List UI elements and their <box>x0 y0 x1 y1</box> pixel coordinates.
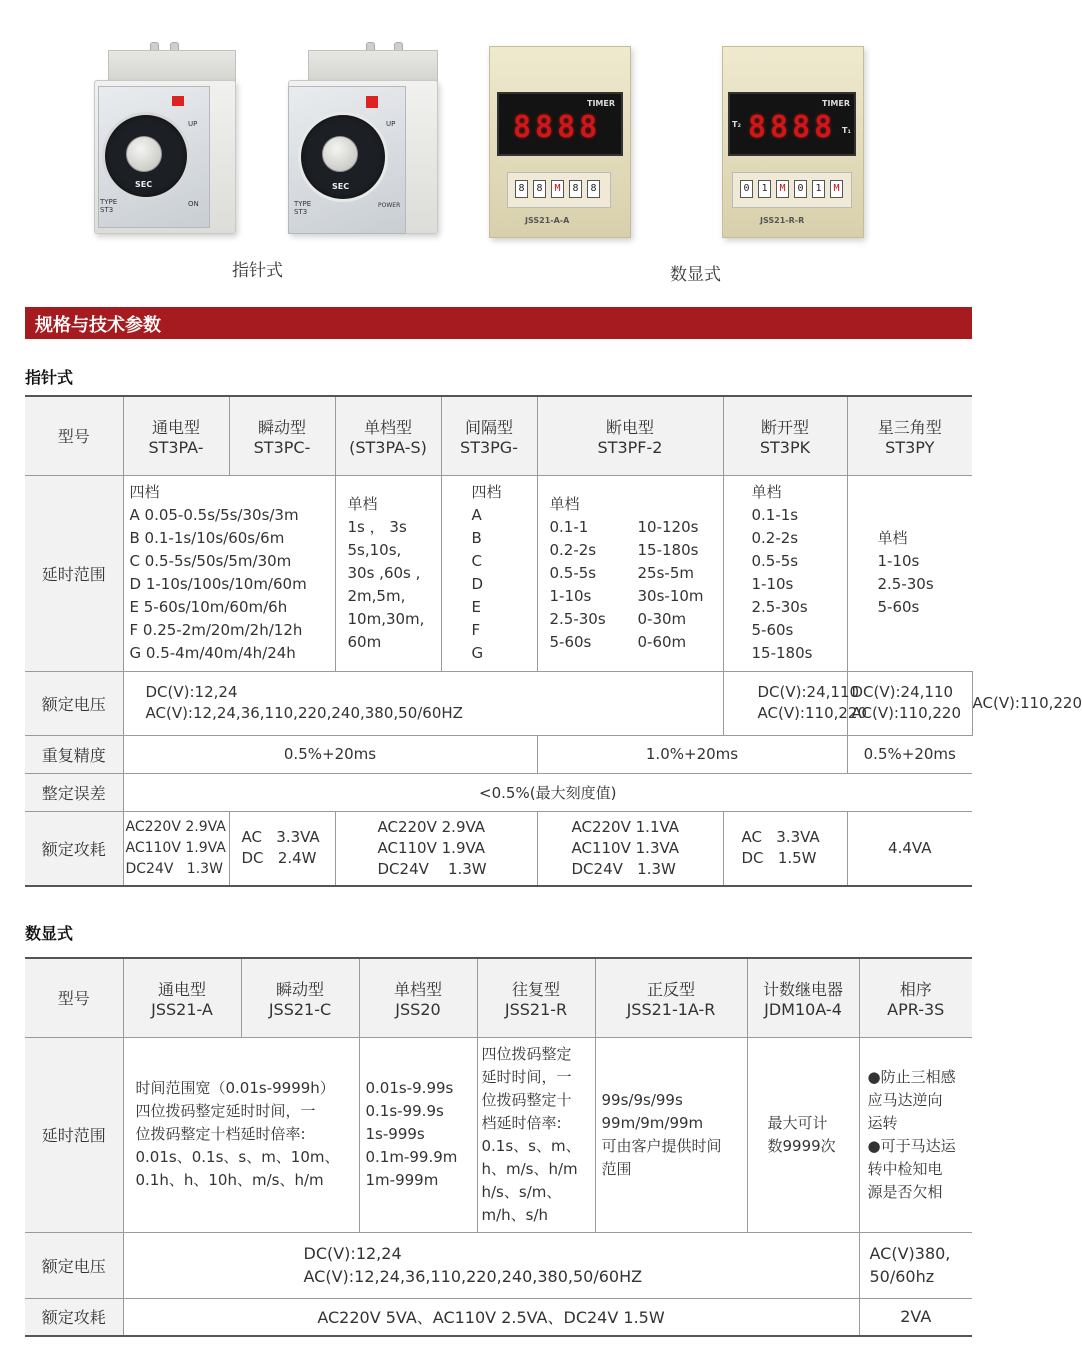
col-name: 往复型 <box>511 979 560 999</box>
cell-line: DC(V):12,24 <box>145 683 238 701</box>
table-row <box>25 1232 972 1298</box>
cell-line: 99s/9s/99s <box>601 1090 683 1109</box>
up-label: UP <box>386 120 396 128</box>
cell-line: 0.5-5s <box>751 552 799 570</box>
cell-line: 1-10s <box>877 552 920 570</box>
cell-line: AC 3.3VA <box>741 828 820 847</box>
dial-label: SEC <box>332 182 350 191</box>
dip-switch: 0 <box>794 180 807 198</box>
cell-line: 0-60m <box>637 632 687 651</box>
model-header-label: 型号 <box>25 396 123 475</box>
col-model: JSS21-A <box>151 999 213 1019</box>
cell-line: 1m-999m <box>365 1171 439 1189</box>
cell-line: DC(V):24,110 <box>851 683 954 701</box>
up-label: UP <box>188 120 198 128</box>
cell-line: 单档 <box>751 483 782 501</box>
cell-line: 25s-5m <box>637 563 694 582</box>
cell-line: AC(V):12,24,36,110,220,240,380,50/60HZ <box>145 704 463 722</box>
voltage-main <box>123 1232 859 1298</box>
cell-line: 0.2-2s <box>751 529 799 547</box>
power-py: 4.4VA <box>847 811 972 886</box>
voltage-pk <box>847 671 972 735</box>
cell-line: 单档 <box>877 529 908 547</box>
table-row <box>25 475 972 671</box>
cell-line: 2.5-30s <box>751 598 808 616</box>
cell-line: ●防止三相感 <box>867 1067 956 1086</box>
table-row: 额定电压 DC(V):12,24 AC(V):12,24,36,110,220,240,380,50/60HZ DC(V):24,110 AC(V):110,220 DC(V):24,110 AC(V):110,220 AC(V):110,220 <box>25 671 972 735</box>
cell-line: 0.1-1 <box>549 517 589 536</box>
cell-line: 位拨码整定十 <box>481 1090 572 1109</box>
cell-line: 0.01s-9.99s <box>365 1079 454 1097</box>
dip-switch: 1 <box>758 180 771 198</box>
col-name: 通电型 <box>151 417 200 437</box>
cell-line: A 0.05-0.5s/5s/30s/3m <box>129 506 299 524</box>
col-name: 通电型 <box>157 979 206 999</box>
cell-line: B 0.1-1s/10s/60s/6m <box>129 529 285 547</box>
cell-line: m/h、s/h <box>481 1205 549 1224</box>
cell-line: F <box>471 621 481 639</box>
power-pk <box>723 811 847 886</box>
dip-switch: M <box>551 180 564 198</box>
power-row-label: 额定攻耗 <box>25 1298 123 1336</box>
delay-row-label: 延时范围 <box>25 475 123 671</box>
cell-line: 源是否欠相 <box>867 1182 943 1201</box>
cell-line: 2m,5m, <box>347 586 406 605</box>
cell-line: F 0.25-2m/20m/2h/12h <box>129 621 303 639</box>
dial-knob <box>126 136 162 172</box>
cell-line: 四位拨码整定延时时间，一 <box>135 1102 316 1120</box>
col-name: 单档型 <box>363 417 412 437</box>
power-row-label: 额定攻耗 <box>25 811 123 886</box>
cell-line: 15-180s <box>637 540 699 559</box>
digital-relay-image-1 <box>485 42 635 238</box>
cell-line: C 0.5-5s/50s/5m/30m <box>129 552 292 570</box>
cell-line: AC220V 2.9VA <box>377 817 486 836</box>
voltage-row-label: 额定电压 <box>25 1232 123 1298</box>
digital-spec-table <box>25 957 972 1337</box>
cell-line: 0.2-2s <box>549 540 597 559</box>
table-row <box>25 735 972 773</box>
delay-row-label: 延时范围 <box>25 1037 123 1232</box>
cell-line: DC24V 1.3W <box>377 859 487 878</box>
cell-line: D <box>471 575 484 593</box>
cell-line: 最大可计 <box>767 1113 828 1132</box>
col-model: ST3PY <box>885 437 935 457</box>
col-name: 正反型 <box>646 979 695 999</box>
cell-line: 四档 <box>471 483 502 501</box>
col-model: JSS20 <box>395 999 441 1019</box>
voltage-apr <box>859 1232 972 1298</box>
table-row <box>25 1298 972 1336</box>
cell-line: 1-10s <box>549 586 592 605</box>
timer-label: TIMER <box>587 99 616 108</box>
cell-line: 0.1h、h、10h、m/s、h/m <box>135 1171 324 1189</box>
cell-line: DC(V):12,24 <box>303 1244 402 1263</box>
power-pf <box>537 811 723 886</box>
cell-line: 2.5-30s <box>549 609 606 628</box>
cell-line: 30s-10m <box>637 586 704 605</box>
col-name: 瞬动型 <box>257 417 306 437</box>
type-label: TYPE ST3 <box>100 198 118 214</box>
cell-line: C <box>471 552 482 570</box>
cell-line: 0.5-5s <box>549 563 597 582</box>
model-col-apr <box>859 958 972 1037</box>
cell-line: 时间范围宽（0.01s-9999h） <box>135 1079 335 1097</box>
model-col-pa <box>123 396 229 475</box>
col-name: 断开型 <box>760 417 809 437</box>
voltage-main <box>123 671 723 735</box>
digital-display: 8888 <box>513 110 602 145</box>
repeat-a: 0.5%+20ms <box>123 735 537 773</box>
cell-line: 数9999次 <box>767 1136 836 1155</box>
repeat-c: 0.5%+20ms <box>847 735 972 773</box>
cell-line: 5-60s <box>877 598 920 616</box>
model-col-py <box>847 396 972 475</box>
delay-apr <box>859 1037 972 1232</box>
col-model: APR-3S <box>887 999 945 1019</box>
col-name: 计数继电器 <box>762 979 843 999</box>
delay-ar <box>595 1037 747 1232</box>
dip-switch: 8 <box>587 180 600 198</box>
model-col-jdm <box>747 958 859 1037</box>
error-row-label: 整定误差 <box>25 773 123 811</box>
cell-line: E <box>471 598 481 616</box>
col-name: 间隔型 <box>464 417 513 437</box>
cell-line: AC 3.3VA <box>241 828 320 847</box>
cell-line: DC24V 1.3W <box>125 860 223 877</box>
cell-line: 单档 <box>549 494 580 513</box>
col-model: ST3PF-2 <box>597 437 663 457</box>
power-main: AC220V 5VA、AC110V 2.5VA、DC24V 1.5W <box>123 1298 859 1336</box>
cell-line: 可由客户提供时间 <box>601 1136 722 1155</box>
power-pa <box>123 811 229 886</box>
delay-r <box>477 1037 595 1232</box>
cell-line: 位拨码整定十档延时倍率: <box>135 1125 306 1143</box>
cell-line: AC(V)380, <box>869 1244 951 1263</box>
cell-line: G 0.5-4m/40m/4h/24h <box>129 644 296 662</box>
col-model: (ST3PA-S) <box>349 437 427 457</box>
col-name: 星三角型 <box>877 417 942 437</box>
cell-line: 档延时倍率: <box>481 1113 562 1132</box>
model-col-jss20 <box>359 958 477 1037</box>
cell-line: AC(V):110,220 <box>757 704 868 722</box>
repeat-b: 1.0%+20ms <box>537 735 847 773</box>
cell-line: 5-60s <box>751 621 794 639</box>
digital-relay-image-2 <box>718 42 868 238</box>
digital-display: 8888 <box>748 110 837 145</box>
cell-line: 15-180s <box>751 644 813 662</box>
col-name: 断电型 <box>605 417 654 437</box>
cell-line: h、m/s、h/m <box>481 1159 578 1178</box>
dip-switch: 8 <box>569 180 582 198</box>
model-label: JSS21-R-R <box>760 216 805 225</box>
col-model: JDM10A-4 <box>764 999 842 1019</box>
dial-knob <box>322 136 358 172</box>
cell-line: 运转 <box>867 1113 898 1132</box>
digital-section-title: 数显式 <box>25 924 74 943</box>
cell-line: 四档 <box>129 483 160 501</box>
digital-caption: 数显式 <box>670 265 721 285</box>
cell-line: 1s-999s <box>365 1125 425 1143</box>
cell-line: 应马达逆向 <box>867 1090 943 1109</box>
model-col-jss21r <box>477 958 595 1037</box>
cell-line: A <box>471 506 482 524</box>
model-col-jss21c <box>241 958 359 1037</box>
col-model: ST3PG- <box>460 437 518 457</box>
col-model: ST3PK <box>759 437 811 457</box>
cell-line: DC 1.5W <box>741 849 817 868</box>
power-label: POWER <box>378 202 401 209</box>
cell-line: DC(V):24,110 <box>757 683 860 701</box>
cell-line: 0.01s、0.1s、s、m、10m、 <box>135 1148 340 1166</box>
model-col-pg <box>441 396 537 475</box>
banner-title: 规格与技术参数 <box>35 315 161 336</box>
col-model: ST3PC- <box>253 437 311 457</box>
pointer-caption: 指针式 <box>232 261 283 281</box>
dip-switch: M <box>830 180 843 198</box>
model-label: JSS21-A-A <box>525 216 570 225</box>
table-row <box>25 396 972 475</box>
model-col-pf <box>537 396 723 475</box>
dip-switch: 0 <box>740 180 753 198</box>
cell-line: 四位拨码整定 <box>481 1044 572 1063</box>
model-col-pas <box>335 396 441 475</box>
type-label: TYPE ST3 <box>294 200 312 216</box>
pointer-section-title: 指针式 <box>25 368 74 387</box>
cell-line: 延时时间，一 <box>481 1067 572 1086</box>
cell-line: AC110V 1.9VA <box>125 839 226 856</box>
cell-line: 30s ,60s , <box>347 563 421 582</box>
model-header-label: 型号 <box>25 958 123 1037</box>
delay-a-c <box>123 1037 359 1232</box>
col-model: ST3PA- <box>148 437 204 457</box>
cell-line: 10-120s <box>637 517 699 536</box>
error-value: <0.5%(最大刻度值) <box>123 773 972 811</box>
cell-line: 99m/9m/99m <box>601 1113 704 1132</box>
dip-switch: 8 <box>515 180 528 198</box>
cell-line: G <box>471 644 484 662</box>
cell-line: 单档 <box>347 494 378 513</box>
delay-pas <box>335 475 441 671</box>
cell-line: D 1-10s/100s/10m/60m <box>129 575 307 593</box>
col-model: JSS21-R <box>504 999 568 1019</box>
table-row <box>25 1037 972 1232</box>
dip-switch: 1 <box>812 180 825 198</box>
col-name: 单档型 <box>393 979 442 999</box>
power-pas-pg <box>335 811 537 886</box>
power-apr: 2VA <box>859 1298 972 1336</box>
cell-line: 1s ， 3s <box>347 517 407 536</box>
delay-jdm <box>747 1037 859 1232</box>
cell-line: 0.1m-99.9m <box>365 1148 458 1166</box>
cell-line: 60m <box>347 632 382 651</box>
voltage-pf <box>723 671 868 735</box>
table-row <box>25 773 972 811</box>
delay-pk <box>723 475 847 671</box>
pointer-spec-table <box>25 395 1082 887</box>
table-row <box>25 958 972 1037</box>
section-banner <box>25 307 972 339</box>
cell-line: AC110V 1.9VA <box>377 838 486 857</box>
cell-line: 1-10s <box>751 575 794 593</box>
delay-pa-pc <box>123 475 335 671</box>
cell-line: AC(V):12,24,36,110,220,240,380,50/60HZ <box>303 1267 643 1286</box>
on-label: ON <box>188 200 199 208</box>
col-model: JSS21-C <box>268 999 332 1019</box>
power-pc <box>229 811 335 886</box>
cell-line: ●可于马达运 <box>867 1136 956 1155</box>
delay-jss20 <box>359 1037 477 1232</box>
cell-line: 0.1s、s、m、 <box>481 1136 581 1155</box>
cell-line: 50/60hz <box>869 1267 935 1286</box>
cell-line: 5-60s <box>549 632 592 651</box>
model-col-pc <box>229 396 335 475</box>
cell-line: AC110V 1.3VA <box>571 838 680 857</box>
red-sticker-icon <box>366 96 378 108</box>
cell-line: 0-30m <box>637 609 687 628</box>
cell-line: 转中检知电 <box>867 1159 943 1178</box>
cell-line: AC(V):110,220 <box>851 704 962 722</box>
cell-line: DC24V 1.3W <box>571 859 676 878</box>
delay-pf <box>537 475 723 671</box>
pointer-relay-image-1 <box>88 40 248 240</box>
cell-line: h/s、s/m、 <box>481 1182 562 1201</box>
delay-py <box>847 475 972 671</box>
cell-line: 5s,10s, <box>347 540 402 559</box>
cell-line: 范围 <box>601 1159 632 1178</box>
cell-line: 0.1-1s <box>751 506 799 524</box>
cell-line: 2.5-30s <box>877 575 934 593</box>
timer-label: TIMER <box>822 99 851 108</box>
pointer-relay-image-2 <box>282 40 442 240</box>
col-name: 相序 <box>899 979 932 999</box>
table-row <box>25 811 972 886</box>
cell-line: 10m,30m, <box>347 609 425 628</box>
red-sticker-icon <box>172 96 184 106</box>
col-model: JSS21-1A-R <box>626 999 716 1019</box>
t1-label: T₁ <box>842 126 851 135</box>
cell-line: 0.1s-99.9s <box>365 1102 444 1120</box>
voltage-row-label: 额定电压 <box>25 671 123 735</box>
cell-line: E 5-60s/10m/60m/6h <box>129 598 288 616</box>
model-col-pk <box>723 396 847 475</box>
model-col-jss21a <box>123 958 241 1037</box>
dial-label: SEC <box>135 180 153 189</box>
model-col-jss21-1ar <box>595 958 747 1037</box>
cell-line: B <box>471 529 482 547</box>
t2-label: T₂ <box>732 120 741 129</box>
dip-switch: M <box>776 180 789 198</box>
cell-line: AC220V 1.1VA <box>571 817 680 836</box>
repeat-row-label: 重复精度 <box>25 735 123 773</box>
dip-switch: 8 <box>533 180 546 198</box>
col-name: 瞬动型 <box>275 979 324 999</box>
delay-pg <box>441 475 537 671</box>
cell-line: DC 2.4W <box>241 849 317 868</box>
cell-line: AC220V 2.9VA <box>125 818 226 835</box>
